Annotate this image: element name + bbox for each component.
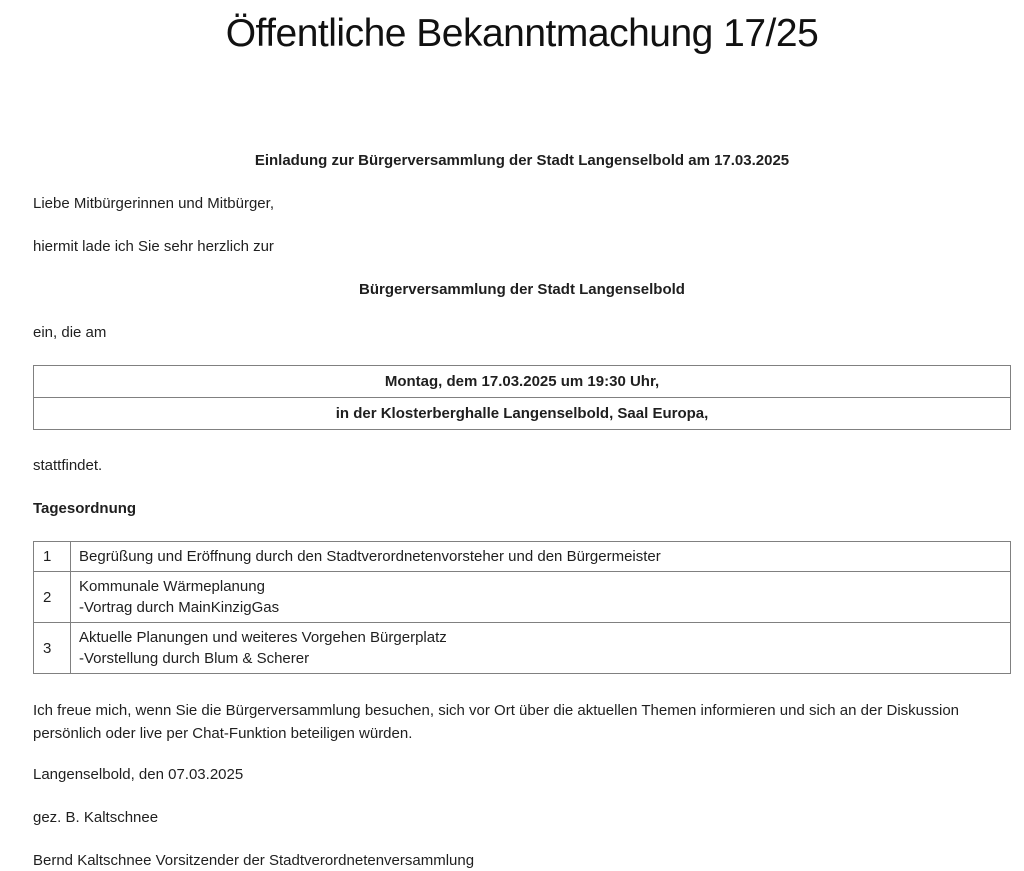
agenda-item-number: 2 [34,572,71,623]
agenda-item-number: 3 [34,623,71,674]
event-date-row [34,366,1011,398]
salutation-line: Liebe Mitbürgerinnen und Mitbürger, [33,195,274,212]
place-date-line: Langenselbold, den 07.03.2025 [33,766,244,783]
agenda-item-line: Begrüßung und Eröffnung durch den Stadtverordnetenvorsteher und den Bürgermeister [79,548,661,565]
agenda-row-3 [34,623,1011,674]
event-date-cell: Montag, dem 17.03.2025 um 19:30 Uhr, [34,366,1011,398]
agenda-row-2 [34,572,1011,623]
agenda-row-1 [34,542,1011,572]
agenda-item-line: Kommunale Wärmeplanung [79,578,265,595]
page-title: Öffentliche Bekanntmachung 17/25 [225,12,819,55]
lead-in-line: ein, die am [33,324,107,341]
agenda-heading: Tagesordnung [33,500,137,517]
event-details-table [33,365,1011,430]
agenda-item-number: 1 [34,542,71,572]
event-location-row [34,398,1011,430]
closing-paragraph: Ich freue mich, wenn Sie die Bürgerversammlung besuchen, sich vor Ort über die aktuellen Themen informieren und sich an der Diskussion persönlich oder live per Chat-Funktion beteiligen würden. [33,702,960,742]
agenda-item-line: Aktuelle Planungen und weiteres Vorgehen Bürgerplatz [79,629,447,646]
invitation-heading: Einladung zur Bürgerversammlung der Stadt Langenselbold am 17.03.2025 [254,152,790,169]
signatory-line: Bernd Kaltschnee Vorsitzender der Stadtverordnetenversammlung [33,852,475,869]
agenda-table [33,541,1011,674]
event-location-cell: in der Klosterberghalle Langenselbold, Saal Europa, [34,398,1011,430]
agenda-item-line: -Vorstellung durch Blum & Scherer [79,650,310,667]
agenda-item-text [71,542,1011,572]
agenda-item-text [71,623,1011,674]
announcement-document [0,8,1024,868]
intro-line: hiermit lade ich Sie sehr herzlich zur [33,238,274,255]
agenda-item-text [71,572,1011,623]
event-name-line: Bürgerversammlung der Stadt Langenselbold [359,281,685,298]
agenda-item-line: -Vortrag durch MainKinzigGas [79,599,280,616]
signature-line: gez. B. Kaltschnee [33,809,159,826]
follow-up-line: stattfindet. [33,457,103,474]
